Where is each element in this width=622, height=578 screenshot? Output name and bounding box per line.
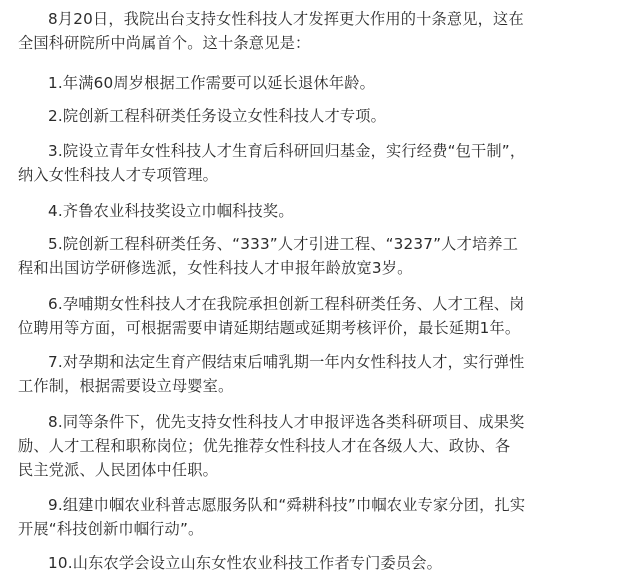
list-item [18, 551, 610, 575]
list-item [18, 350, 610, 398]
item-line: 工作制，根据需要设立母婴室。 [18, 377, 234, 395]
item-line: 程和出国访学研修选派，女性科技人才申报年龄放宽3岁。 [18, 259, 413, 277]
item-line: 9.组建巾帼农业科普志愿服务队和“舜耕科技”巾帼农业专家分团，扎实 [48, 496, 526, 514]
item-line: 位聘用等方面，可根据需要申请延期结题或延期考核评价，最长延期1年。 [18, 319, 521, 337]
item-line: 5.院创新工程科研类任务、“333”人才引进工程、“3237”人才培养工 [48, 235, 519, 253]
intro-line-1: 8月20日，我院出台支持女性科技人才发挥更大作用的十条意见，这在 [48, 10, 524, 28]
intro-line-2: 全国科研院所中尚属首个。这十条意见是： [18, 34, 311, 52]
list-item [18, 493, 610, 541]
list-item [18, 199, 610, 223]
list-item [18, 292, 610, 340]
item-line: 民主党派、人民团体中任职。 [18, 461, 219, 479]
item-line: 8.同等条件下，优先支持女性科技人才申报评选各类科研项目、成果奖 [48, 413, 525, 431]
item-line: 励、人才工程和职称岗位；优先推荐女性科技人才在各级人大、政协、各 [18, 437, 511, 455]
list-item [18, 232, 610, 280]
item-line: 1.年满60周岁根据工作需要可以延长退休年龄。 [48, 74, 375, 92]
intro-paragraph [18, 7, 610, 55]
item-line: 4.齐鲁农业科技奖设立巾帼科技奖。 [48, 202, 294, 220]
item-line: 2.院创新工程科研类任务设立女性科技人才专项。 [48, 107, 387, 125]
item-line: 开展“科技创新巾帼行动”。 [18, 520, 204, 538]
item-line: 10.山东农学会设立山东女性农业科技工作者专门委员会。 [48, 554, 443, 572]
list-item [18, 139, 610, 187]
list-item [18, 71, 610, 95]
item-line: 纳入女性科技人才专项管理。 [18, 166, 219, 184]
item-line: 3.院设立青年女性科技人才生育后科研回归基金，实行经费“包干制”， [48, 142, 526, 160]
list-item [18, 104, 610, 128]
item-line: 7.对孕期和法定生育产假结束后哺乳期一年内女性科技人才，实行弹性 [48, 353, 525, 371]
item-line: 6.孕哺期女性科技人才在我院承担创新工程科研类任务、人才工程、岗 [48, 295, 525, 313]
list-item [18, 410, 610, 482]
